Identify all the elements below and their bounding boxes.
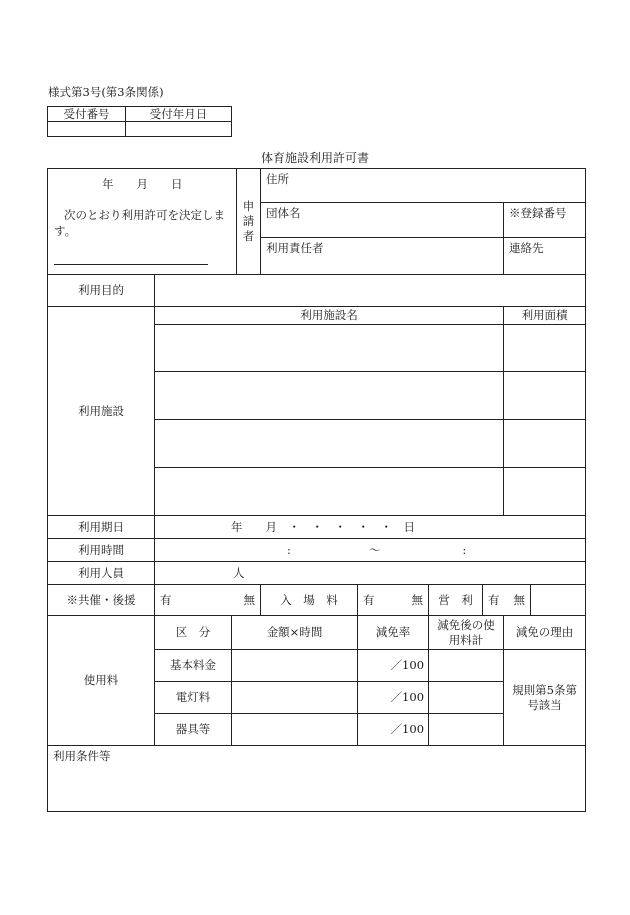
fee-row-after-field[interactable]	[429, 650, 504, 682]
fee-row-rate: ／100	[358, 682, 429, 714]
facility-name-header: 利用施設名	[155, 307, 504, 325]
fee-row-after-field[interactable]	[429, 682, 504, 714]
persons-label: 利用人員	[48, 562, 155, 585]
facility-name-field[interactable]	[155, 372, 504, 420]
conditions-field[interactable]	[48, 746, 586, 812]
entry-fee-no[interactable]: 無	[411, 592, 424, 607]
form-number: 様式第3号(第3条関係)	[48, 85, 164, 99]
entry-fee-label: 入 場 料	[261, 585, 358, 616]
facility-name-field[interactable]	[155, 325, 504, 372]
purpose-label: 利用目的	[48, 275, 155, 307]
fee-header-category: 区 分	[155, 616, 232, 650]
reception-date-header: 受付年月日	[126, 107, 232, 122]
entry-fee-yes[interactable]: 有	[363, 592, 375, 607]
contact-label: 連絡先	[509, 241, 544, 255]
fee-label: 使用料	[48, 616, 155, 746]
sponsor-choice[interactable]	[155, 585, 261, 616]
group-name-field[interactable]	[261, 203, 504, 238]
reception-number-header: 受付番号	[48, 107, 126, 122]
facility-area-field[interactable]	[504, 420, 586, 468]
reception-number-field[interactable]	[48, 122, 126, 137]
decision-cell	[48, 169, 237, 275]
contact-field[interactable]	[504, 238, 586, 275]
facility-name-field[interactable]	[155, 420, 504, 468]
fee-row-rate: ／100	[358, 714, 429, 746]
sponsor-no[interactable]: 無	[243, 592, 256, 607]
period-field[interactable]	[155, 516, 586, 539]
sponsor-extra-field[interactable]	[531, 585, 586, 616]
reception-table	[47, 106, 232, 137]
decision-text: 次のとおり利用許可を決定します。	[54, 208, 225, 238]
persons-field[interactable]	[155, 562, 586, 585]
time-end-colon: :	[462, 542, 467, 557]
address-field[interactable]	[261, 169, 586, 203]
group-name-label: 団体名	[266, 206, 301, 220]
fee-row-amount-field[interactable]	[232, 714, 358, 746]
fee-row-category: 電灯料	[155, 682, 232, 714]
applicant-label: 申請者	[242, 199, 255, 243]
profit-choice[interactable]	[483, 585, 531, 616]
fee-header-after: 減免後の使用料計	[429, 616, 504, 650]
conditions-label: 利用条件等	[53, 749, 111, 763]
facility-name-field[interactable]	[155, 468, 504, 516]
facility-area-field[interactable]	[504, 468, 586, 516]
time-tilde: ～	[368, 542, 381, 557]
time-label: 利用時間	[48, 539, 155, 562]
time-field[interactable]	[155, 539, 586, 562]
fee-header-rate: 減免率	[358, 616, 429, 650]
decision-date: 年 月 日	[102, 177, 183, 191]
address-label: 住所	[266, 172, 290, 186]
time-start-colon: :	[287, 542, 291, 557]
responsible-person-field[interactable]	[261, 238, 504, 275]
applicant-label-cell	[237, 169, 261, 275]
persons-unit: 人	[233, 565, 245, 580]
profit-yes[interactable]: 有	[488, 592, 500, 607]
fee-row-category: 器具等	[155, 714, 232, 746]
signature-line	[54, 264, 208, 265]
fee-reason: 規則第5条第号該当	[504, 650, 586, 746]
fee-row-amount-field[interactable]	[232, 650, 358, 682]
document-title: 体育施設利用許可書	[260, 151, 369, 165]
period-label: 利用期日	[48, 516, 155, 539]
profit-label: 営 利	[429, 585, 483, 616]
fee-row-after-field[interactable]	[429, 714, 504, 746]
facility-area-field[interactable]	[504, 372, 586, 420]
facility-label: 利用施設	[48, 307, 155, 516]
sponsor-label: ※共催・後援	[48, 585, 155, 616]
profit-no[interactable]: 無	[513, 592, 526, 607]
fee-header-reason: 減免の理由	[504, 616, 586, 650]
registration-number-label: ※登録番号	[509, 206, 567, 220]
fee-header-amount: 金額×時間	[232, 616, 358, 650]
entry-fee-choice[interactable]	[358, 585, 429, 616]
facility-area-field[interactable]	[504, 325, 586, 372]
fee-row-category: 基本料金	[155, 650, 232, 682]
permit-form	[47, 168, 586, 812]
responsible-person-label: 利用責任者	[266, 241, 324, 255]
reception-date-field[interactable]	[126, 122, 232, 137]
sponsor-yes[interactable]: 有	[160, 592, 172, 607]
period-value: 年 月 ・ ・ ・ ・ ・ 日	[231, 519, 415, 534]
fee-row-rate: ／100	[358, 650, 429, 682]
fee-row-amount-field[interactable]	[232, 682, 358, 714]
registration-number-field[interactable]	[504, 203, 586, 238]
purpose-field[interactable]	[155, 275, 586, 307]
facility-area-header: 利用面積	[504, 307, 586, 325]
